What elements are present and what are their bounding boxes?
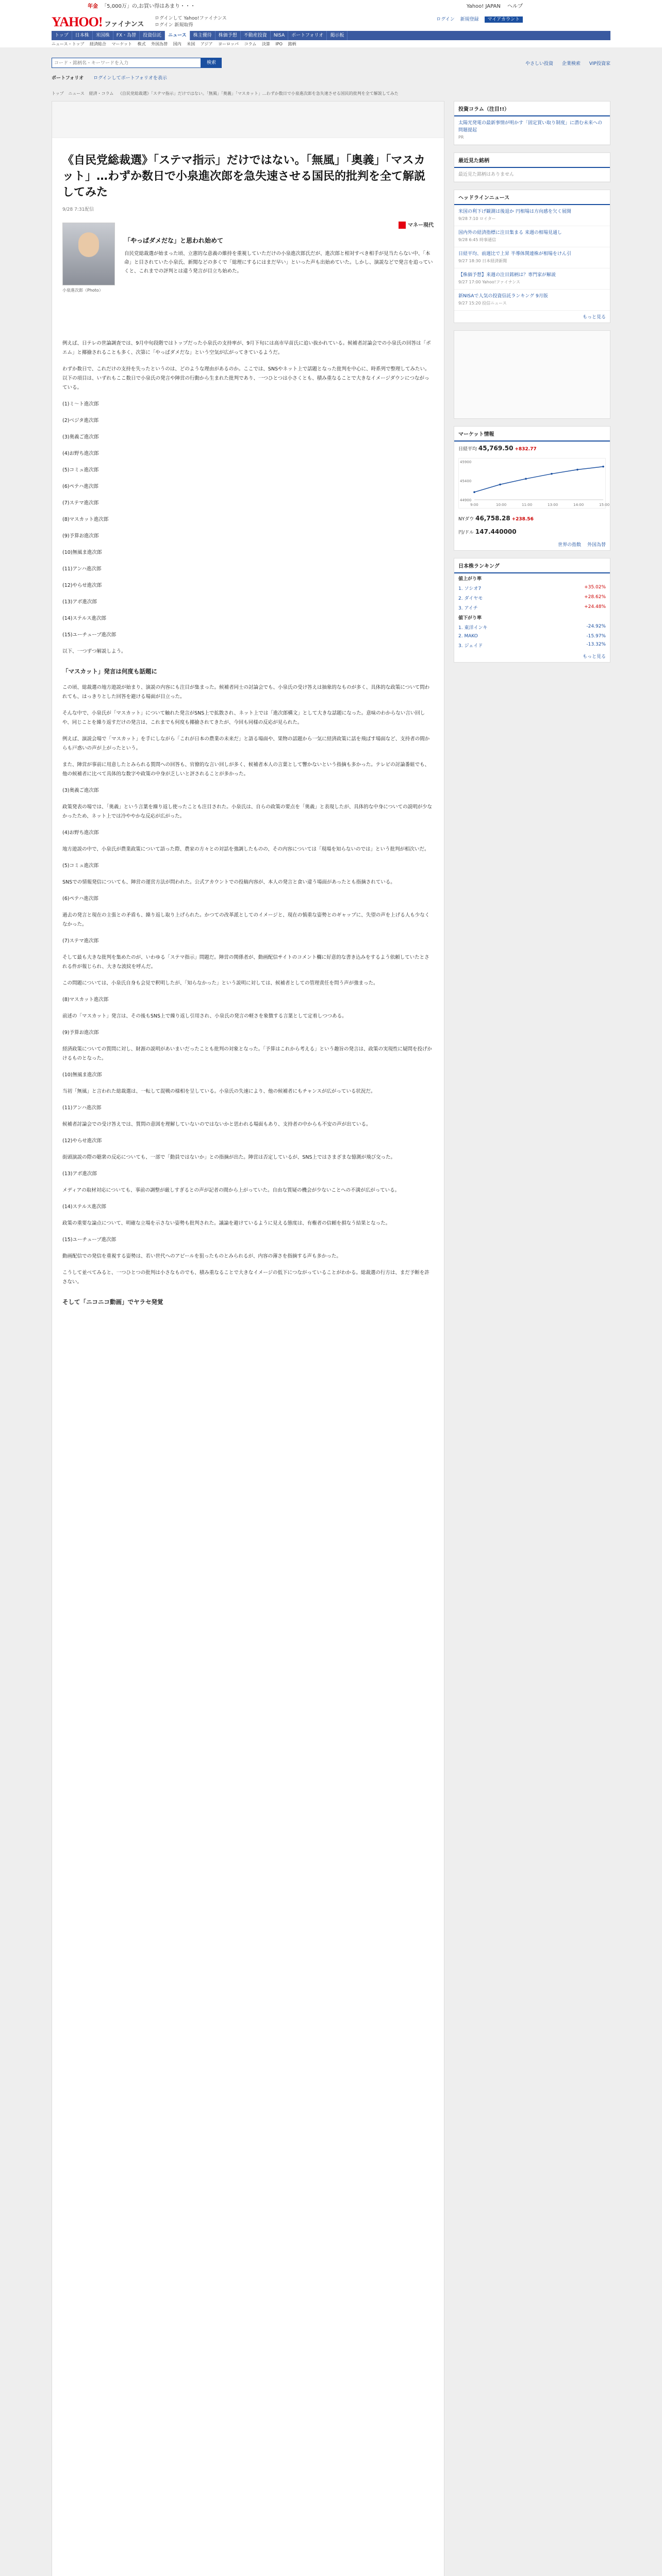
ranking-item: (3)奥義ご進次郎: [62, 434, 99, 440]
rank-up-item[interactable]: [454, 603, 610, 613]
paragraph: (9)予算お進次郎: [62, 1030, 99, 1036]
portfolio-label: ポートフォリオ: [52, 76, 84, 81]
easy-invest-link[interactable]: やさしい投資: [525, 61, 553, 66]
article-container: [52, 101, 444, 2576]
rank-up-item[interactable]: [454, 583, 610, 593]
subnav-item[interactable]: 経済総合: [89, 42, 106, 46]
search-right-links: [518, 60, 610, 66]
portfolio-login-link[interactable]: ログインしてポートフォリオを表示: [93, 76, 167, 81]
world-index-link[interactable]: 世界の指数: [558, 543, 582, 548]
breadcrumb: [52, 91, 610, 96]
paragraph: (5)コミュ進次郎: [62, 863, 99, 869]
nikkei-label: 日経平均: [458, 447, 477, 452]
nikkei-chart: [458, 458, 610, 509]
portfolio-bar: [52, 74, 610, 82]
gnav-news[interactable]: ニュース: [165, 31, 190, 40]
ranking-box: [454, 558, 610, 663]
latest-empty: 最近見た銘柄はありません: [454, 168, 610, 182]
ranking-item: (9)予算お進次郎: [62, 533, 99, 539]
gnav-fx[interactable]: FX・為替: [113, 31, 140, 40]
subnav-item[interactable]: マーケット: [111, 42, 133, 46]
chart-x-tick: 9:00: [470, 503, 478, 507]
headline-item[interactable]: [454, 268, 610, 290]
subnav-item[interactable]: 株式: [137, 42, 146, 46]
headline-meta: 9/28 7:10 ロイター: [458, 216, 496, 221]
paragraph: この頃、総裁選の地方遊説が始まり、演説の内容にも注目が集まった。候補者同士の討論会でも、小泉氏の受け答えは抽象的なものが多く、具体的な政策について問われても、はっきりとした回答を避ける場面が目立った。: [62, 685, 430, 700]
paragraph: 政策の重要な論点について、明確な立場を示さない姿勢も批判された。議論を避けているように見える態度は、有権者の信頼を損なう結果となった。: [62, 1221, 391, 1226]
ranking-item: (5)コミュ進次郎: [62, 467, 99, 473]
global-nav: [52, 31, 610, 40]
headline-meta: 9/28 6:45 時事通信: [458, 238, 496, 242]
promo-banner[interactable]: [88, 2, 195, 9]
author-photo: [62, 223, 115, 285]
headline-item[interactable]: [454, 247, 610, 268]
subnav-item[interactable]: 外国為替: [151, 42, 168, 46]
greeting-line-1: ログインして Yahoo!ファイナンス: [155, 16, 227, 21]
chart-x-tick: 13:00: [548, 503, 558, 507]
paragraph: (14)ステルス進次郎: [62, 1204, 107, 1210]
login-link[interactable]: ログイン: [436, 17, 455, 22]
market-links: [454, 538, 610, 550]
subnav-item[interactable]: コラム: [244, 42, 257, 46]
headline-meta: 9/27 17:00 Yahoo!ファイナンス: [458, 280, 521, 284]
chart-x-tick: 14:00: [573, 503, 584, 507]
ranking-item: (13)アポ進次郎: [62, 599, 97, 605]
ranking-heading: 日本株ランキング: [454, 558, 610, 573]
headline-text: 日経平均、前週比で上昇 半導体関連株が相場をけん引: [458, 251, 571, 257]
chart-y-tick: 44900: [460, 498, 472, 502]
rank-value: -13.32%: [586, 642, 606, 647]
ny-dow-row[interactable]: [454, 512, 610, 525]
usdjpy-row[interactable]: [454, 525, 610, 538]
usdjpy-label: 円/ドル: [458, 530, 474, 535]
latest-heading: 最近見た銘柄: [454, 153, 610, 168]
gnav-portfolio[interactable]: ポートフォリオ: [288, 31, 327, 40]
headline-meta: 9/27 18:30 日本経済新聞: [458, 259, 507, 263]
chart-y-tick: 45400: [460, 479, 472, 483]
source-logo-icon: [399, 222, 406, 229]
paragraph: (12)やらせ進次郎: [62, 1138, 102, 1144]
ny-dow-change: +238.56: [511, 517, 534, 522]
headline-heading: ヘッドラインニュース: [454, 190, 610, 205]
rank-name: 3. アイチ: [458, 606, 478, 611]
ranking-item: (1)ミ〜ト進次郎: [62, 401, 99, 407]
section-heading: 「マスカット」発言は何度も話題に: [62, 668, 157, 675]
article-body: [62, 339, 434, 1307]
gnav-nisa[interactable]: NISA: [271, 31, 288, 40]
company-search-link[interactable]: 企業検索: [561, 61, 581, 66]
headline-item[interactable]: [454, 226, 610, 247]
gnav-forecast[interactable]: 株価予想: [216, 31, 241, 40]
site-logo[interactable]: [52, 14, 144, 30]
rank-up-item[interactable]: [454, 593, 610, 603]
article-date: 9/28 7:31配信: [62, 207, 94, 212]
article-header: [62, 221, 434, 339]
breadcrumb-item: 《自民党総裁選》「ステマ指示」だけではない。「無風」「奥義」「マスカット」…わずか数日で小泉進次郎を急失速させる国民的批判を全て解説してみた: [118, 91, 399, 96]
breadcrumb-item[interactable]: トップ: [52, 91, 64, 96]
breadcrumb-item[interactable]: ニュース: [68, 91, 85, 96]
sidebar-ad[interactable]: [454, 330, 610, 419]
paragraph: (10)無風ま進次郎: [62, 1072, 102, 1078]
fx-link[interactable]: 外国為替: [587, 543, 606, 548]
subnav-item[interactable]: 米国: [187, 42, 195, 46]
ranking-item: (15)ユーチューブ進次郎: [62, 632, 117, 638]
promo-badge: 年金: [88, 4, 98, 9]
my-account-button[interactable]: マイアカウント: [485, 16, 523, 23]
paragraph: (13)アポ進次郎: [62, 1171, 97, 1177]
gnav-funds[interactable]: 投資信託: [140, 31, 165, 40]
ranking-item: (8)マスカット進次郎: [62, 517, 109, 522]
sub-nav: [52, 41, 610, 48]
paragraph: 例えば、演説会場で「マスカット」を手にしながら「これが日本の農業の未来だ」と語る場面や、果物の話題から一気に経済政策に話を飛ばす場面など、支持者の間からも戸惑いの声が上がったという。: [62, 736, 430, 751]
paragraph: SNSでの情報発信についても、陣営の運営方法が問われた。公式アカウントでの投稿内容が、本人の発言と食い違う場面があったとも指摘されている。: [62, 879, 395, 885]
header-greeting: [155, 15, 227, 29]
headline-text: 米国の利下げ観測は後退か 円相場は方向感を欠く展開: [458, 209, 571, 214]
rank-value: +24.48%: [584, 604, 606, 609]
signup-link[interactable]: 新規登録: [460, 17, 479, 22]
paragraph: 経済政策についての質問に対し、財源の説明があいまいだったことも批判の対象となった。「予算はこれから考える」という趣旨の発言は、政策の実現性に疑問を投げかけるものとなった。: [62, 1046, 433, 1061]
sections: [62, 683, 434, 1287]
paragraph: 前述の「マスカット」発言は、その後もSNS上で繰り返し引用され、小泉氏の発言の軽さを象徴する言葉として定着しつつある。: [62, 1013, 347, 1019]
subnav-item[interactable]: アジア: [200, 42, 213, 46]
subnav-item[interactable]: ニュース・トップ: [52, 42, 85, 46]
sidebar: [454, 101, 610, 2576]
rank-name: 1. ソシオ7: [458, 586, 482, 591]
rank-name: 3. ジェイド: [458, 643, 483, 649]
market-heading: マーケット情報: [454, 427, 610, 442]
paragraph: (6)ペテハ進次郎: [62, 896, 98, 902]
usdjpy-value: 147.440000: [475, 528, 517, 535]
gnav-us-stock[interactable]: 米国株: [93, 31, 113, 40]
paragraph: こうして並べてみると、一つひとつの批判は小さなものでも、積み重なることで大きなイメージの低下につながっていることがわかる。総裁選の行方は、まだ予断を許さない。: [62, 1270, 429, 1285]
lead-text: 自民党総裁選が始まった頃、立憲的な意義の維持を重視していただけの小泉進次郎氏だが、進次郎と相対すべき相手が見当たらない中、「本命」と目されていた小泉氏、新聞などの多くで「総理にするにはまだ早い」といった声も出始めていた。しかし、演説などで発言を追っていくと、これまでの評判とは違う発言が目立ち始めた。: [124, 251, 433, 274]
chart-point: [551, 473, 553, 475]
rank-down-item[interactable]: [454, 640, 610, 650]
recommend-box: [454, 101, 610, 145]
paragraph: 以下、一つずつ解説しよう。: [62, 649, 126, 654]
rank-down-item[interactable]: [454, 622, 610, 632]
vip-link[interactable]: VIP投資家: [589, 61, 610, 66]
latest-box: [454, 152, 610, 182]
rank-name: 2. MAKO: [458, 634, 478, 639]
rank-value: -15.97%: [586, 634, 606, 639]
article-source[interactable]: [399, 221, 434, 229]
rank-up-heading: 値上がり率: [458, 577, 482, 582]
chart-series-line: [474, 467, 603, 493]
paragraph: (8)マスカット進次郎: [62, 997, 109, 1003]
paragraph: (7)ステマ進次郎: [62, 938, 99, 944]
nikkei-change: +832.77: [515, 447, 537, 452]
chart-point: [576, 469, 578, 471]
rank-down-item[interactable]: [454, 632, 610, 640]
help-link[interactable]: ヘルプ: [507, 4, 523, 9]
headline-more-link[interactable]: もっと見る: [582, 315, 606, 320]
subnav-item[interactable]: 決算: [261, 42, 270, 46]
yahoo-japan-link[interactable]: Yahoo! JAPAN: [466, 4, 501, 9]
source-name: マネー現代: [408, 223, 434, 228]
market-box: [454, 426, 610, 551]
headline-item[interactable]: [454, 205, 610, 226]
lead-heading: 「やっぱダメだな」と思われ始めて: [124, 237, 224, 244]
ranking-item: (14)ステルス進次郎: [62, 616, 107, 621]
chart-point: [499, 484, 501, 486]
header-actions: [432, 15, 523, 22]
paragraph: 地方遊説の中で、小泉氏が農業政策について語った際、農家の方々との対話を強調したものの、その内容については「現場を知らないのでは」という批判が相次いだ。: [62, 846, 429, 852]
subnav-item[interactable]: ヨーロッパ: [218, 42, 239, 46]
gnav-benefits[interactable]: 株主優待: [190, 31, 216, 40]
rank-name: 1. 東洋インキ: [458, 625, 488, 631]
paragraph: (4)お野ち進次郎: [62, 830, 99, 836]
paragraph: また、陣営が事前に用意したとみられる質問への回答も、官僚的な言い回しが多く、候補者本人の言葉として響かないという指摘も多かった。テレビの討論番組でも、他の候補者に比べて具体的な数字や政策の中身が乏しいと評されることが多かった。: [62, 762, 430, 777]
ranking-item: (12)やらせ進次郎: [62, 583, 102, 588]
paragraph: 街頭演説の際の聴衆の反応についても、一部で「動員ではないか」との指摘が出た。陣営は否定しているが、SNS上ではさまざまな憶測が飛び交った。: [62, 1155, 395, 1160]
headline-text: 国内外の経済指標に注目集まる 来週の相場見通し: [458, 230, 562, 235]
chart-x-tick: 11:00: [522, 503, 533, 507]
ranking-item: (7)ステマ進次郎: [62, 500, 99, 506]
section-heading: そして「ニコニコ動画」でヤラセ発覚: [62, 1298, 163, 1306]
paragraph: 候補者討論会での受け答えでは、質問の意図を理解していないのではないかと思われる場面もあり、支持者の中からも不安の声が出ている。: [62, 1122, 371, 1127]
paragraph: そして最も大きな批判を集めたのが、いわゆる「ステマ指示」問題だ。陣営の関係者が、動画配信サイトのコメント欄に好意的な書き込みをするよう依頼していたとされる件が報じられ、大きな波紋を呼んだ。: [62, 955, 429, 970]
recommend-item[interactable]: [454, 116, 610, 145]
top-bar: [0, 0, 662, 10]
gnav-board[interactable]: 掲示板: [327, 31, 347, 40]
nikkei-chart-svg: [459, 459, 610, 508]
headline-item[interactable]: [454, 290, 610, 311]
ranking-item: (4)お野ち進次郎: [62, 451, 99, 456]
chart-y-tick: 45900: [460, 460, 472, 464]
gnav-top[interactable]: トップ: [52, 31, 72, 40]
headline-text: 新NISAで人気の投資信託ランキング 9月版: [458, 294, 548, 299]
paragraph: 例えば、日テレの世論調査では、9月中旬段階ではトップだった小泉氏の支持率が、9月下旬には高市早苗氏に追い抜かれている。候補者討論会での小泉氏の回答は「ポエム」と揶揄されることも多く、次第に「やっぱダメだな」という空気が広がってきているようだ。: [62, 341, 431, 355]
ranking-item: (10)無風ま進次郎: [62, 550, 102, 555]
headline-meta: 9/27 15:20 投信ニュース: [458, 301, 507, 306]
paragraph: 当初「無風」と言われた総裁選は、一転して混戦の様相を呈している。小泉氏の失速により、他の候補者にもチャンスが広がっている状況だ。: [62, 1089, 376, 1094]
chart-point: [525, 478, 527, 480]
greeting-line-2[interactable]: ログイン 新規取得: [155, 23, 193, 28]
article-title: 《自民党総裁選》「ステマ指示」だけではない。「無風」「奥義」「マスカット」…わずか数日で小泉進次郎を急失速させる国民的批判を全て解説してみた: [62, 154, 426, 199]
ranking-more-link[interactable]: もっと見る: [582, 654, 606, 659]
promo-text: 「5,000万」の,お買い得はあまり・・・: [102, 4, 195, 9]
ranking-list: [62, 400, 434, 640]
ranking-item: (2)ベジタ進次郎: [62, 418, 99, 423]
paragraph: 動画配信での発信を重視する姿勢は、若い世代へのアピールを狙ったものとみられるが、内容の薄さを指摘する声も多かった。: [62, 1253, 341, 1259]
nikkei-row[interactable]: [454, 442, 610, 455]
recommend-text: 太陽光発電の最新事情が明かす「固定買い取り制度」に潜む未来への問題提起: [458, 121, 603, 133]
ad-banner[interactable]: [52, 101, 444, 138]
rank-name: 2. ダイヤモ: [458, 596, 483, 601]
rank-down-heading: 値下がり率: [458, 616, 482, 621]
paragraph: (11)アンハ進次郎: [62, 1105, 102, 1111]
ny-dow-label: NYダウ: [458, 517, 474, 522]
headline-text: 【株価予想】来週の注目銘柄は？専門家が解説: [458, 273, 556, 278]
ny-dow-value: 46,758.28: [475, 515, 510, 522]
top-links: [461, 2, 523, 9]
paragraph: 過去の発言と現在の主張との矛盾も、繰り返し取り上げられた。かつての改革派としてのイメージと、現在の慎重な姿勢とのギャップに、失望の声を上げる人も少なくなかった。: [62, 912, 430, 927]
ranking-item: (11)アンハ進次郎: [62, 566, 102, 572]
rank-value: -24.92%: [586, 624, 606, 629]
logo-text: YAHOO!: [52, 14, 103, 29]
search-button[interactable]: 検索: [201, 58, 222, 68]
gnav-realestate[interactable]: 不動産投資: [241, 31, 271, 40]
recommend-heading: 投資コラム（注目!!）: [454, 101, 610, 116]
paragraph: メディアの取材対応についても、事前の調整が厳しすぎるとの声が記者の間から上がっていた。自由な質疑の機会が少ないことへの不満が広がっている。: [62, 1188, 400, 1193]
breadcrumb-item[interactable]: 経済・コラム: [89, 91, 114, 96]
paragraph: 政策発表の場では、「奥義」という言葉を繰り返し使ったことも注目された。小泉氏は、自らの政策の要点を「奥義」と表現したが、具体的な中身についての説明が少なかったため、ネット上では冷ややかな反応が広がった。: [62, 804, 433, 819]
ranking-item: (6)ペテハ進次郎: [62, 484, 98, 489]
paragraph: わずか数日で、これだけの支持を失ったというのは、どのような理由があるのか。ここでは、SNSやネット上で話題となった批判を中心に、時系列で整理してみたい。以下の項目は、いずれもここ数日で小泉氏の発言や陣営の行動から生まれた批判であり、一つひとつは小さくとも、積み重なることで大きなイメージダウンにつながっている。: [62, 366, 430, 391]
chart-x-tick: 10:00: [496, 503, 507, 507]
recommend-meta: PR: [458, 135, 464, 140]
search-row: [52, 58, 610, 70]
rank-value: +35.02%: [584, 585, 606, 590]
paragraph: (3)奥義ご進次郎: [62, 788, 99, 793]
chart-point: [602, 466, 604, 468]
subnav-item[interactable]: 銘柄: [288, 42, 296, 46]
logo-sub: ファイナンス: [104, 21, 144, 28]
rank-value: +28.62%: [584, 595, 606, 600]
search-input[interactable]: [52, 58, 201, 68]
subnav-item[interactable]: IPO: [275, 42, 283, 46]
photo-caption: 小泉進次郎（Photo）: [62, 288, 103, 293]
gnav-jp-stock[interactable]: 日本株: [72, 31, 93, 40]
paragraph: (15)ユーチューブ進次郎: [62, 1237, 117, 1243]
paragraph: そんな中で、小泉氏が「マスカット」について触れた発言がSNS上で拡散され、ネット上では「進次郎構文」として大きな話題になった。意味のわからない言い回しや、同じことを繰り返すだけの発言は、これまでも何度も揶揄されてきたが、今回も同様の反応が見られた。: [62, 710, 425, 725]
headline-box: [454, 190, 610, 323]
paragraph: この問題については、小泉氏自身も会見で釈明したが、「知らなかった」という説明に対しては、候補者としての管理責任を問う声が強まった。: [62, 980, 378, 986]
nikkei-value: 45,769.50: [478, 445, 514, 452]
chart-x-tick: 15:00: [599, 503, 610, 507]
subnav-item[interactable]: 国内: [173, 42, 181, 46]
chart-point: [473, 491, 475, 493]
